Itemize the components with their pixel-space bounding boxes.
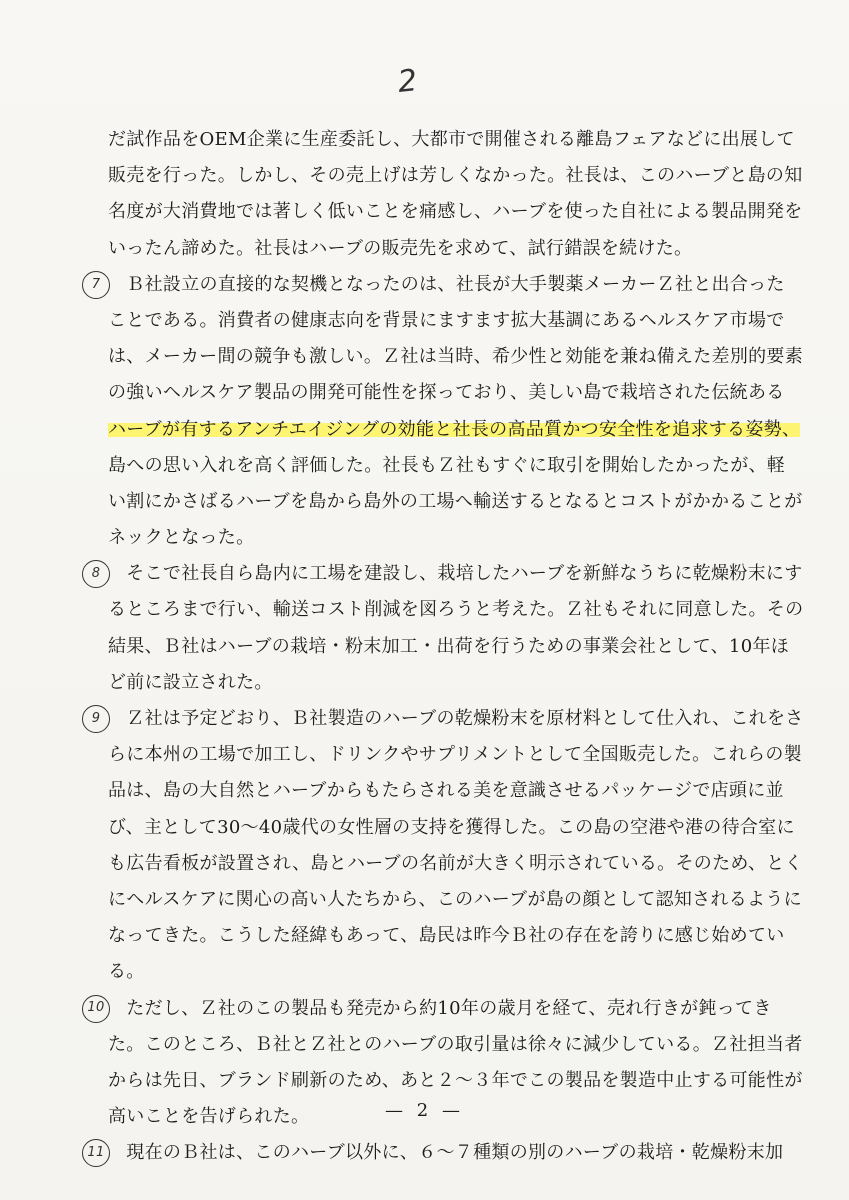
line-text: 島への思い入れを高く評価した。社長もＺ社もすぐに取引を開始したかったが、軽 [108, 454, 786, 476]
text-line [87, 1135, 784, 1171]
text-line [108, 375, 785, 411]
text-line [91, 701, 804, 737]
line-text: 名度が大消費地では著しく低いことを痛感し、ハーブを使った自社による製品開発を [108, 201, 803, 223]
paragraph-mark: 10 [82, 995, 110, 1023]
text-line [91, 267, 785, 303]
line-text: なってきた。こうした経緯もあって、島民は昨今Ｂ社の存在を誇りに感じ始めてい [108, 925, 785, 947]
line-text: Ｂ社設立の直接的な契機となったのは、社長が大手製薬メーカーＺ社と出合った [108, 273, 785, 295]
text-line [108, 954, 748, 990]
text-line [108, 303, 785, 339]
line-text: いったん諦めた。社長はハーブの販売先を求めて、試行錯誤を続けた。 [108, 237, 693, 259]
line-text: び、主として30～40歳代の女性層の支持を獲得した。この島の空港や港の待合室に [108, 816, 795, 838]
line-text: る。 [108, 961, 145, 983]
text-line [108, 520, 748, 556]
text-line [108, 122, 795, 158]
text-line [108, 846, 803, 882]
line-text: 品は、島の大自然とハーブからもたらされる美を意識させるパッケージで店頭に並 [108, 780, 784, 802]
text-line [108, 882, 802, 918]
paragraph-mark: 11 [82, 1139, 110, 1167]
line-text: Ｚ社は予定どおり、Ｂ社製造のハーブの乾燥粉末を原材料として仕入れ、これをさ [108, 708, 804, 729]
line-text: ただし、Ｚ社のこの製品も発売から約10年の歳月を経て、売れ行きが鈍ってき [108, 997, 772, 1019]
line-text: ど前に設立された。 [108, 671, 273, 693]
text-line [108, 737, 802, 773]
body-text [87, 122, 804, 1171]
page-footer-number: — 2 — [385, 1100, 464, 1121]
paragraph-mark: 7 [82, 271, 110, 299]
line-text: は、メーカー間の競争も激しい。Ｚ社は当時、希少性と効能を兼ね備えた差別的要素 [108, 346, 804, 368]
line-text: た。このところ、Ｂ社とＺ社とのハーブの取引量は徐々に減少している。Ｚ社担当者 [108, 1033, 803, 1055]
text-line [108, 194, 803, 230]
text-line [87, 991, 772, 1027]
text-line [108, 629, 790, 665]
text-line [108, 592, 804, 628]
text-line [108, 158, 803, 194]
line-text: にヘルスケアに関心の高い人たちから、このハーブが島の顔として認知されるように [108, 888, 802, 910]
line-text: ハーブが有するアンチエイジングの効能と社長の高品質かつ安全性を追求する姿勢、 [108, 418, 801, 440]
line-text: 販売を行った。しかし、その売上げは芳しくなかった。社長は、このハーブと島の知 [108, 165, 803, 187]
line-text: い割にかさばるハーブを島から島外の工場へ輸送するとなるとコストがかかることが [108, 490, 803, 512]
text-line [108, 484, 803, 520]
line-text: そこで社長自ら島内に工場を建設し、栽培したハーブを新鮮なうちに乾燥粉末にす [108, 563, 803, 585]
text-line [108, 231, 748, 267]
paragraph-mark: 9 [82, 705, 110, 733]
line-text: 現在のＢ社は、このハーブ以外に、６～７種類の別のハーブの栽培・乾燥粉末加 [108, 1142, 784, 1164]
text-line [108, 448, 786, 484]
paragraph-mark: 8 [82, 560, 110, 588]
line-text: からは先日、ブランド刷新のため、あと２～３年でこの製品を製造中止する可能性が [108, 1069, 803, 1091]
text-line [91, 556, 803, 592]
line-text: 結果、Ｂ社はハーブの栽培・粉末加工・出荷を行うための事業会社として、10年ほ [108, 635, 790, 657]
text-line [108, 1063, 803, 1099]
line-text: るところまで行い、輸送コスト削減を図ろうと考えた。Ｚ社もそれに同意した。その [108, 599, 804, 621]
handwritten-page-number: 2 [396, 63, 419, 100]
text-line [108, 773, 784, 809]
text-line [108, 810, 795, 846]
text-line [108, 665, 748, 701]
line-text: ネックとなった。 [108, 527, 255, 549]
text-line [108, 412, 801, 448]
text-line [108, 1027, 803, 1063]
line-text: ことである。消費者の健康志向を背景にますます拡大基調にあるヘルスケア市場で [108, 309, 785, 331]
line-text: の強いヘルスケア製品の開発可能性を探っており、美しい島で栽培された伝統ある [108, 382, 785, 404]
line-text: らに本州の工場で加工し、ドリンクやサプリメントとして全国販売した。これらの製 [108, 744, 802, 766]
text-line [108, 918, 785, 954]
line-text: だ試作品をOEM企業に生産委託し、大都市で開催される離島フェアなどに出展して [108, 129, 795, 150]
line-text: も広告看板が設置され、島とハーブの名前が大きく明示されている。そのため、とく [108, 852, 803, 874]
text-line [108, 339, 804, 375]
line-text: 高いことを告げられた。 [108, 1106, 310, 1128]
